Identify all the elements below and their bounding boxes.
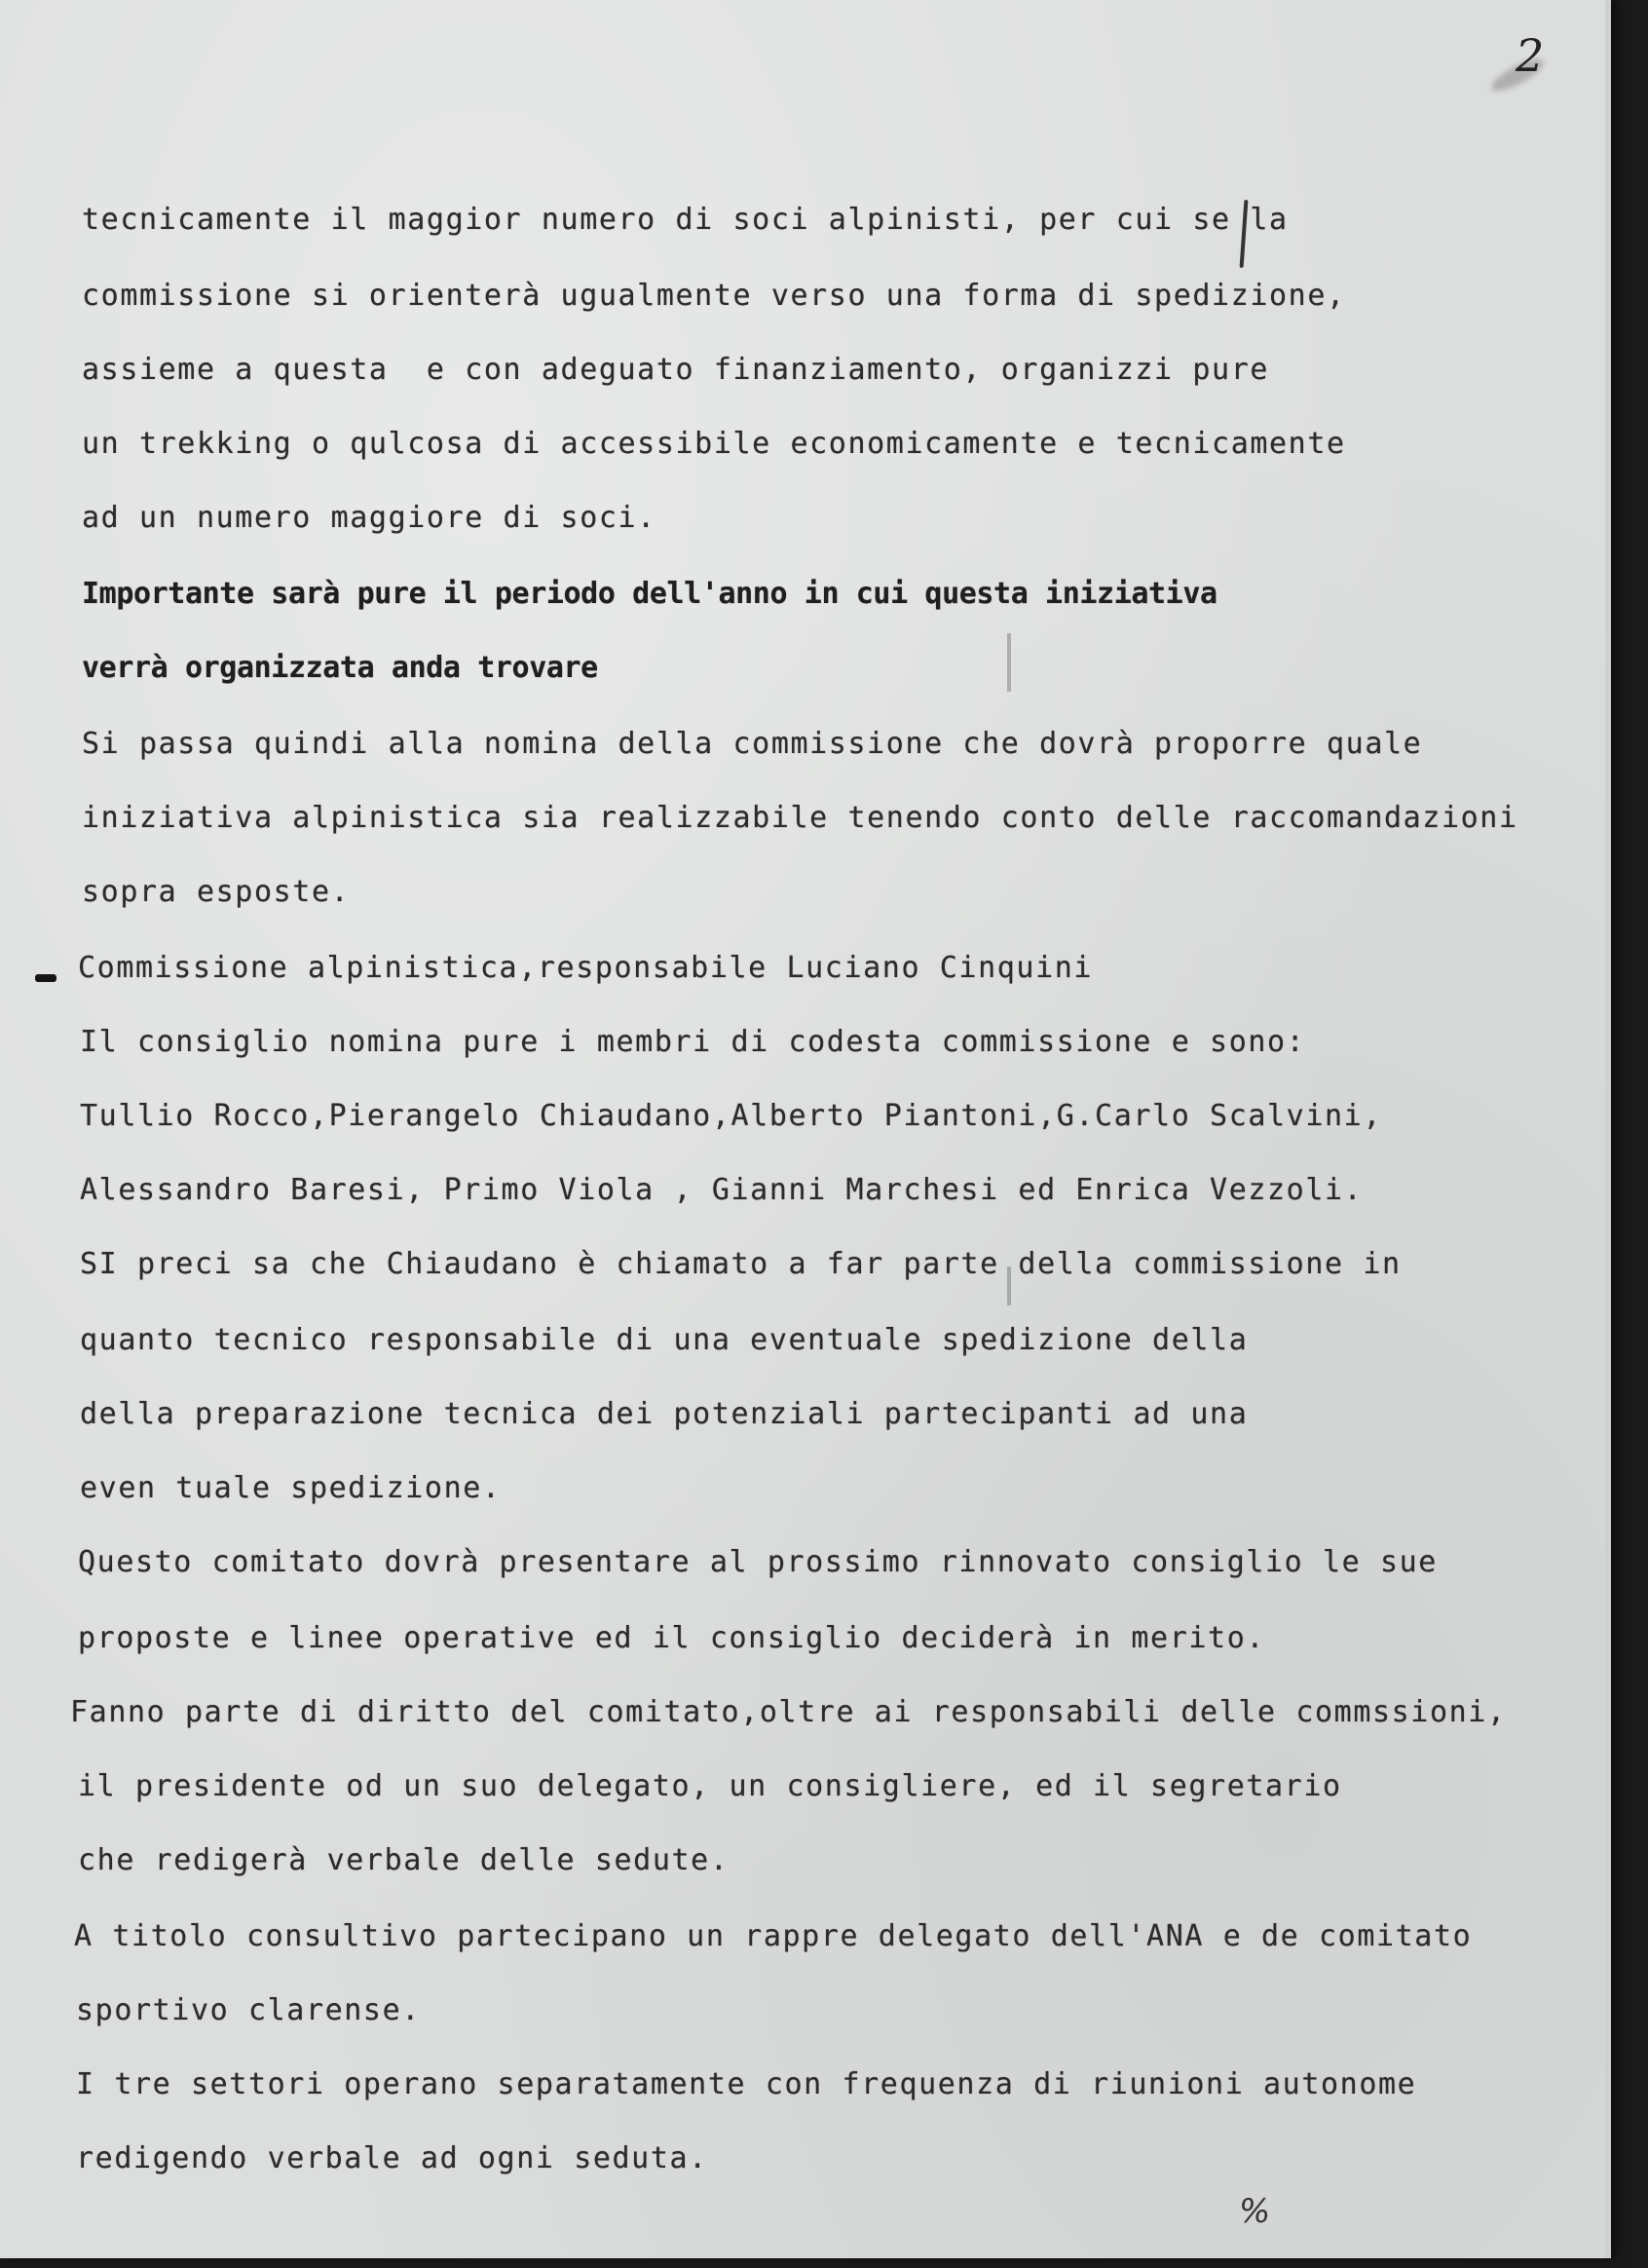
text-line: I tre settori operano separatamente con frequenza di riunioni autonome xyxy=(76,2067,1417,2101)
text-line: Si passa quindi alla nomina della commissione che dovrà proporre quale xyxy=(82,727,1423,761)
text-line: proposte e linee operative ed il consiglio deciderà in merito. xyxy=(78,1621,1266,1655)
text-line: redigendo verbale ad ogni seduta. xyxy=(76,2141,708,2175)
text-line: sportivo clarense. xyxy=(76,1993,421,2027)
footer-handwritten-mark: % xyxy=(1239,2192,1271,2231)
paper-crease xyxy=(1007,633,1011,692)
struck-out-line: verrà organizzata anda trovare xyxy=(82,651,598,685)
text-line: Alessandro Baresi, Primo Viola , Gianni Marchesi ed Enrica Vezzoli. xyxy=(80,1173,1364,1207)
text-line: della preparazione tecnica dei potenziali partecipanti ad una xyxy=(80,1397,1249,1431)
margin-dash-mark xyxy=(35,974,56,982)
text-line: assieme a questa e con adeguato finanziamento, organizzi pure xyxy=(82,353,1270,387)
text-line: un trekking o qulcosa di accessibile economicamente e tecnicamente xyxy=(82,427,1346,461)
text-line: iniziativa alpinistica sia realizzabile tenendo conto delle raccomandazioni xyxy=(82,801,1518,835)
text-line: ad un numero maggiore di soci. xyxy=(82,501,656,535)
text-line: SI preci sa che Chiaudano è chiamato a far parte della commissione in xyxy=(80,1247,1402,1281)
text-line: A titolo consultivo partecipano un rappre delegato dell'ANA e de comitato xyxy=(74,1919,1473,1953)
text-line: commissione si orienterà ugualmente verso una forma di spedizione, xyxy=(82,279,1346,313)
page-number: 2 xyxy=(1516,29,1545,82)
struck-out-line: Importante sarà pure il periodo dell'anno in cui questa iniziativa xyxy=(82,577,1217,611)
text-line: sopra esposte. xyxy=(82,875,351,909)
text-line: even tuale spedizione. xyxy=(80,1471,502,1505)
commission-heading: Commissione alpinistica,responsabile Luciano Cinquini xyxy=(78,951,1094,985)
text-line: tecnicamente il maggior numero di soci alpinisti, per cui se la xyxy=(82,203,1289,237)
text-line: Fanno parte di diritto del comitato,oltre ai responsabili delle commssioni, xyxy=(70,1695,1507,1729)
text-line: Questo comitato dovrà presentare al prossimo rinnovato consiglio le sue xyxy=(78,1545,1438,1579)
text-line: che redigerà verbale delle sedute. xyxy=(78,1843,730,1877)
text-line: Tullio Rocco,Pierangelo Chiaudano,Alberto Piantoni,G.Carlo Scalvini, xyxy=(80,1099,1382,1133)
text-line: il presidente od un suo delegato, un consigliere, ed il segretario xyxy=(78,1769,1342,1803)
text-line: Il consiglio nomina pure i membri di codesta commissione e sono: xyxy=(80,1025,1306,1059)
text-line: quanto tecnico responsabile di una eventuale spedizione della xyxy=(80,1323,1249,1357)
